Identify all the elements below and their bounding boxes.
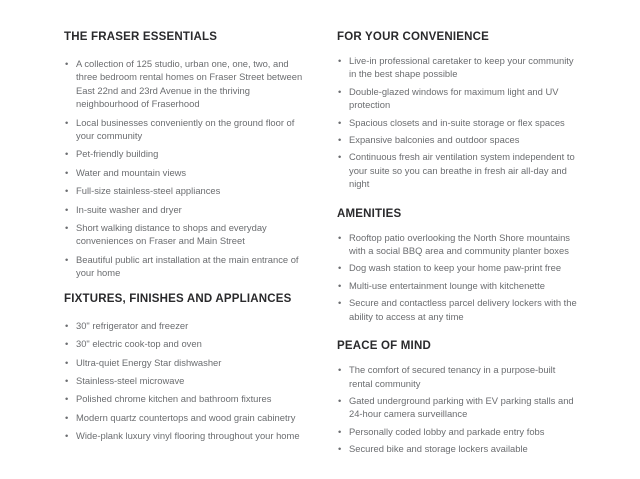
- bullet-item: • Multi-use entertainment lounge with kitchenette: [337, 279, 577, 292]
- bullet-item: • Polished chrome kitchen and bathroom fixtures: [64, 392, 310, 405]
- bullet-list: [337, 54, 577, 191]
- column-right: [337, 30, 577, 460]
- bullet-item: • Pet-friendly building: [64, 147, 310, 160]
- column-left: [64, 30, 310, 448]
- bullet-item: • Expansive balconies and outdoor spaces: [337, 133, 577, 146]
- bullet-item: • 30" refrigerator and freezer: [64, 319, 310, 332]
- bullet-item: • Spacious closets and in-suite storage or flex spaces: [337, 116, 577, 129]
- bullet-item: • Modern quartz countertops and wood grain cabinetry: [64, 411, 310, 424]
- bullet-item: • Gated underground parking with EV parking stalls and 24-hour camera surveillance: [337, 394, 577, 421]
- bullet-item: • Dog wash station to keep your home paw-print free: [337, 261, 577, 274]
- bullet-item: • Secure and contactless parcel delivery lockers with the ability to access at any time: [337, 296, 577, 323]
- bullet-list: [337, 363, 577, 455]
- section: [337, 30, 577, 191]
- bullet-list: [64, 319, 310, 443]
- section-title: FOR YOUR CONVENIENCE: [337, 31, 490, 43]
- bullet-list: [337, 231, 577, 323]
- bullet-item: • Ultra-quiet Energy Star dishwasher: [64, 356, 310, 369]
- bullet-item: • Secured bike and storage lockers available: [337, 442, 577, 455]
- bullet-item: • Continuous fresh air ventilation system independent to your suite so you can breathe in fresh air all-day and night: [337, 150, 577, 190]
- bullet-item: • Personally coded lobby and parkade entry fobs: [337, 425, 577, 438]
- bullet-item: • Water and mountain views: [64, 166, 310, 179]
- bullet-item: • 30" electric cook-top and oven: [64, 337, 310, 350]
- section-title: PEACE OF MIND: [337, 340, 431, 353]
- bullet-item: • Local businesses conveniently on the ground floor of your community: [64, 116, 310, 143]
- bullet-list: [64, 57, 310, 280]
- section: [337, 207, 577, 323]
- bullet-item: • The comfort of secured tenancy in a purpose-built rental community: [337, 363, 577, 390]
- bullet-item: • In-suite washer and dryer: [64, 203, 310, 216]
- bullet-item: • Wide-plank luxury vinyl flooring throughout your home: [64, 429, 310, 442]
- section-title: THE FRASER ESSENTIALS: [64, 31, 218, 43]
- section: [64, 292, 310, 443]
- bullet-item: • Stainless-steel microwave: [64, 374, 310, 387]
- bullet-item: • Rooftop patio overlooking the North Shore mountains with a social BBQ area and community planter boxes: [337, 231, 577, 258]
- bullet-item: • Live-in professional caretaker to keep your community in the best shape possible: [337, 54, 577, 81]
- bullet-item: • Full-size stainless-steel appliances: [64, 184, 310, 197]
- section-title: AMENITIES: [337, 207, 402, 220]
- section-title: FIXTURES, FINISHES AND APPLIANCES: [64, 292, 292, 305]
- bullet-item: • Double-glazed windows for maximum light and UV protection: [337, 85, 577, 112]
- bullet-item: • Beautiful public art installation at the main entrance of your home: [64, 253, 310, 280]
- bullet-item: • A collection of 125 studio, urban one, one, two, and three bedroom rental homes on Fraser Street between East 22nd and 23rd Avenue in the thriving neighbourhood of Fraserhood: [64, 57, 310, 111]
- section: [337, 339, 577, 455]
- bullet-item: • Short walking distance to shops and everyday conveniences on Fraser and Main Street: [64, 221, 310, 248]
- section: [64, 30, 310, 280]
